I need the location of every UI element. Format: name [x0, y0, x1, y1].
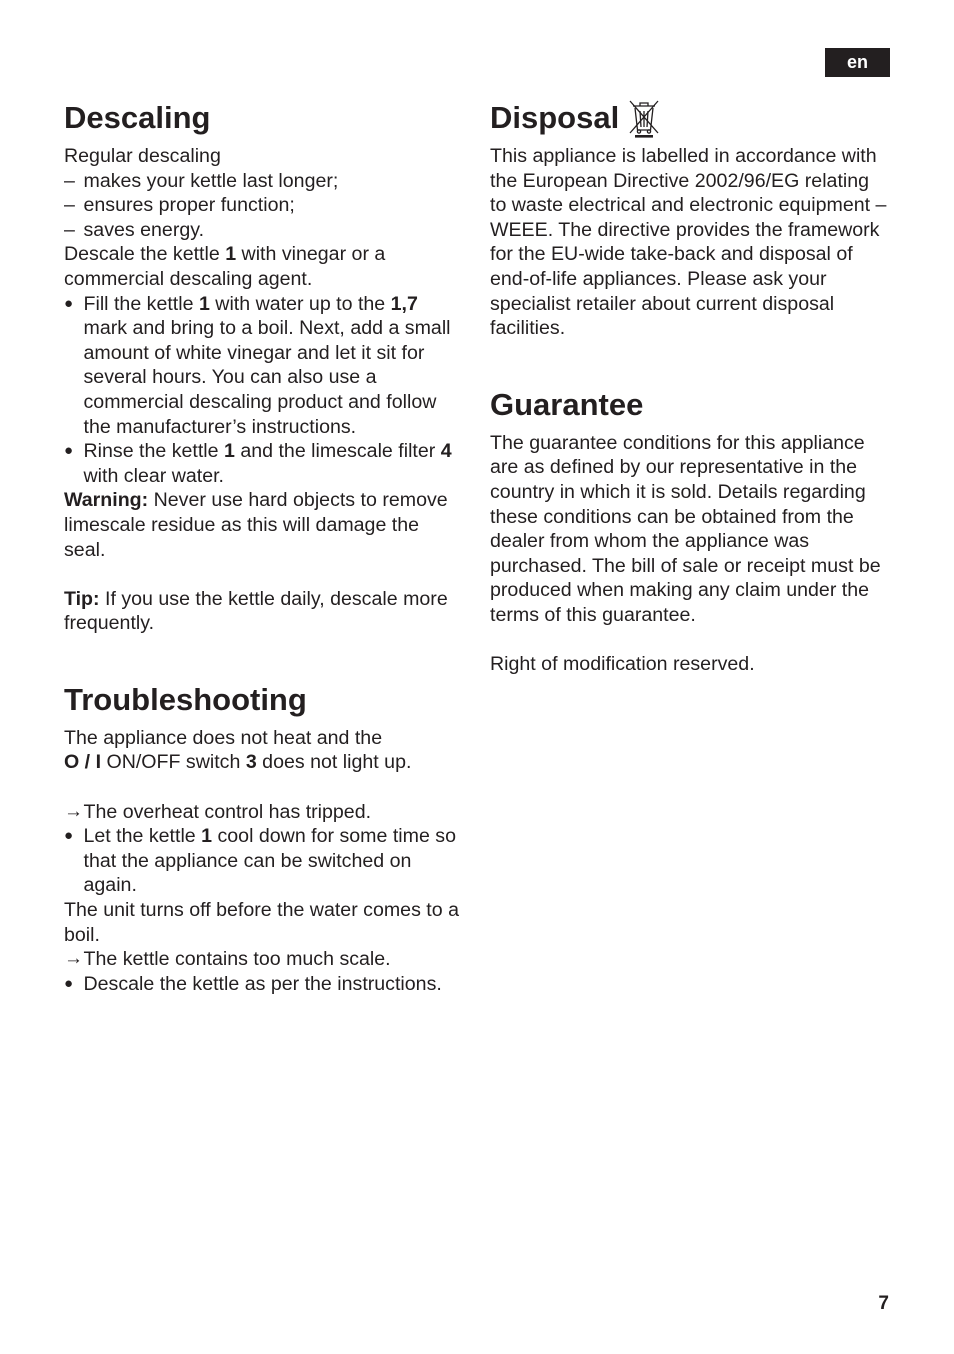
bullet-icon: ● — [64, 442, 74, 460]
modification-note: Right of modification reserved. — [490, 653, 755, 676]
bullet-icon: ● — [64, 974, 74, 992]
descaling-heading: Descaling — [64, 100, 211, 135]
problem-1: The appliance does not heat and the — [64, 726, 383, 749]
problem-2: The unit turns off before the water comes to a boil. — [64, 899, 459, 946]
fix-item: ● Let the kettle 1 cool down for some time so that the appliance can be switched on again. — [64, 825, 456, 897]
step-item: ● Fill the kettle 1 with water up to the 1,7 mark and bring to a boil. Next, add a small amount of white vinegar and let it sit for several hours. You can also use a commercial descaling product and follow the manufacturer’s instructions. — [64, 292, 451, 438]
problem-1-switch: O / I ON/OFF switch 3 does not light up. — [64, 751, 412, 774]
descaling-intro: Regular descaling — [64, 145, 221, 167]
disposal-text: This appliance is labelled in accordance with the European Directive 2002/96/EG relating to waste electrical and electronic equipment – WEEE. The directive provides the framework for the EU-wide take-back and disposal of end-of-life appliances. Please ask your specialist retailer about current disposal facilities. — [490, 145, 887, 340]
page-number: 7 — [878, 1293, 889, 1314]
bullet-icon: ● — [64, 294, 74, 312]
bullet-icon: ● — [64, 827, 74, 845]
left-column — [64, 98, 464, 996]
benefit-item: – ensures proper function; — [64, 194, 295, 217]
descale-instruction: Descale the kettle 1 with vinegar or a commercial descaling agent. — [64, 243, 386, 290]
right-column — [490, 98, 890, 677]
troubleshooting-heading: Troubleshooting — [64, 681, 307, 717]
guarantee-heading: Guarantee — [490, 386, 644, 422]
warning-note: Warning: Never use hard objects to remove limescale residue as this will damage the seal. — [64, 489, 448, 561]
step-item: ● Rinse the kettle 1 and the limescale filter 4 with clear water. — [64, 440, 452, 487]
language-badge: en — [825, 48, 890, 77]
fix-item: ● Descale the kettle as per the instructions. — [64, 972, 442, 995]
disposal-heading: Disposal — [490, 98, 890, 138]
guarantee-text: The guarantee conditions for this appliance are as defined by our representative in the country in which it is sold. Details regarding these conditions can be obtained from the dealer from whom the appliance was purchased. The bill of sale or receipt must be produced when making any claim under the terms of this guarantee. — [490, 431, 881, 626]
benefit-item: – makes your kettle last longer; — [64, 169, 339, 192]
cause-item: → The overheat control has tripped. — [64, 800, 372, 823]
arrow-icon: → — [64, 948, 83, 970]
tip-note: Tip: If you use the kettle daily, descale more frequently. — [64, 587, 448, 635]
cause-item: → The kettle contains too much scale. — [64, 948, 391, 971]
benefit-item: – saves energy. — [64, 218, 205, 241]
arrow-icon: → — [64, 800, 83, 822]
crossed-bin-icon — [627, 98, 661, 138]
